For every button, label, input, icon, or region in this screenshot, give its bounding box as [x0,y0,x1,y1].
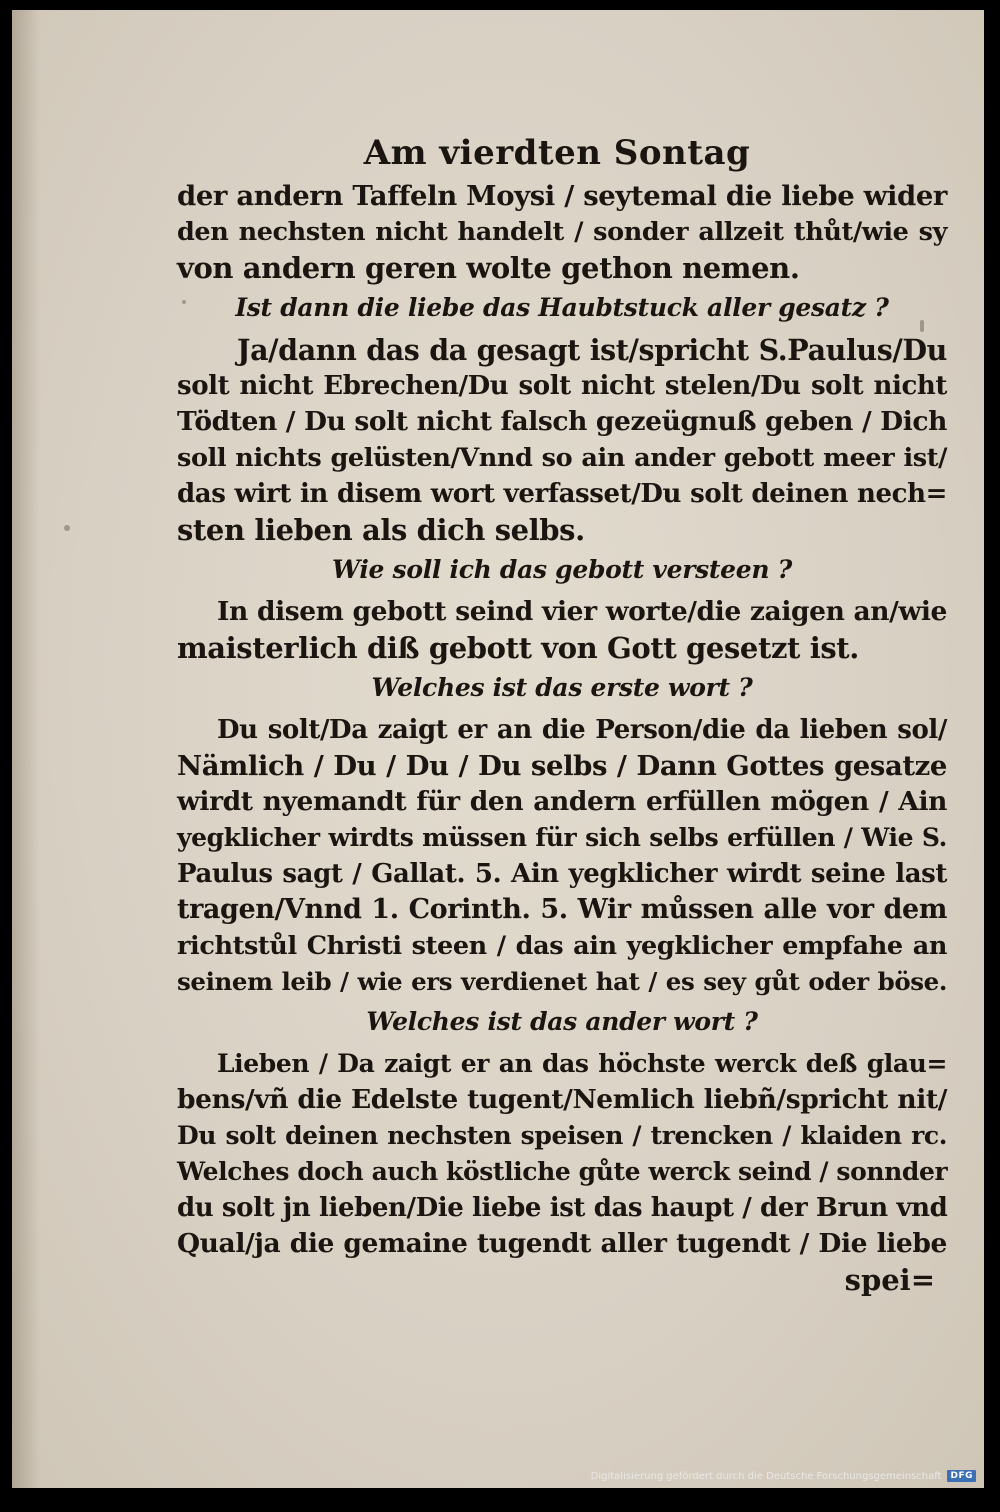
catchword: spei= [844,1263,935,1297]
text-line: soll nichts gelüsten/Vnnd so ain ander gebott meer ist/ [177,443,947,473]
text-line: sten lieben als dich selbs. [177,513,585,547]
text-line: Qual/ja die gemaine tugendt aller tugendt / Die liebe [177,1228,947,1259]
text-line: bens/vñ die Edelste tugent/Nemlich liebñ/spricht nit/ [177,1084,947,1115]
dfg-logo: DFG [947,1470,976,1482]
body-lines [177,178,947,1262]
text-line: Paulus sagt / Gallat. 5. Ain yegklicher wirdt seine last [177,859,947,889]
text-line: richtstůl Christi steen / das ain yegklicher empfahe an [177,931,947,961]
text-line: Du solt deinen nechsten speisen / trencken / klaiden rc. [177,1121,947,1150]
text-line: In disem gebott seind vier worte/die zaigen an/wie [217,596,947,627]
scanned-page [12,10,984,1488]
question-heading: Welches ist das ander wort ? [366,1007,758,1036]
text-line: Lieben / Da zaigt er an das höchste werck deß glau= [217,1049,947,1078]
running-head: Am vierdten Sontag [363,133,751,173]
text-line: von andern geren wolte gethon nemen. [177,251,800,285]
text-line: seinem leib / wie ers verdienet hat / es sey gůt oder böse. [177,967,947,996]
text-line: Welches doch auch köstliche gůte werck seind / sonnder [177,1157,948,1186]
text-line: solt nicht Ebrechen/Du solt nicht stelen/Du solt nicht [177,371,947,401]
question-heading: Wie soll ich das gebott versteen ? [332,555,792,584]
text-line: wirdt nyemandt für den andern erfüllen mögen / Ain [177,786,947,817]
text-line: tragen/Vnnd 1. Corinth. 5. Wir můssen alle vor dem [177,894,947,925]
text-line: maisterlich diß gebott von Gott gesetzt ist. [177,631,859,665]
text-block [177,128,947,1298]
text-line: yegklicher wirdts müssen für sich selbs erfüllen / Wie S. [177,823,947,852]
text-line: Ja/dann das da gesagt ist/spricht S.Paulus/Du [237,333,947,367]
footer-bar [591,1466,976,1486]
text-line: Du solt/Da zaigt er an die Person/die da lieben sol/ [217,715,947,745]
text-line: Nämlich / Du / Du / Du selbs / Dann Gottes gesatze [177,750,947,782]
text-line: Tödten / Du solt nicht falsch gezeügnuß geben / Dich [177,406,947,437]
footer-text: Digitalisierung gefördert durch die Deutsche Forschungsgemeinschaft [590,1470,942,1482]
question-heading: Welches ist das erste wort ? [371,673,753,702]
ink-speck [64,525,70,531]
question-heading: Ist dann die liebe das Haubtstuck aller gesatz ? [235,293,889,322]
text-line: den nechsten nicht handelt / sonder allzeit thůt/wie sy [177,217,947,247]
text-line: das wirt in disem wort verfasset/Du solt deinen nech= [177,479,947,509]
text-line: du solt jn lieben/Die liebe ist das haupt / der Brun vnd [177,1193,948,1223]
text-line: der andern Taffeln Moysi / seytemal die liebe wider [177,180,947,212]
